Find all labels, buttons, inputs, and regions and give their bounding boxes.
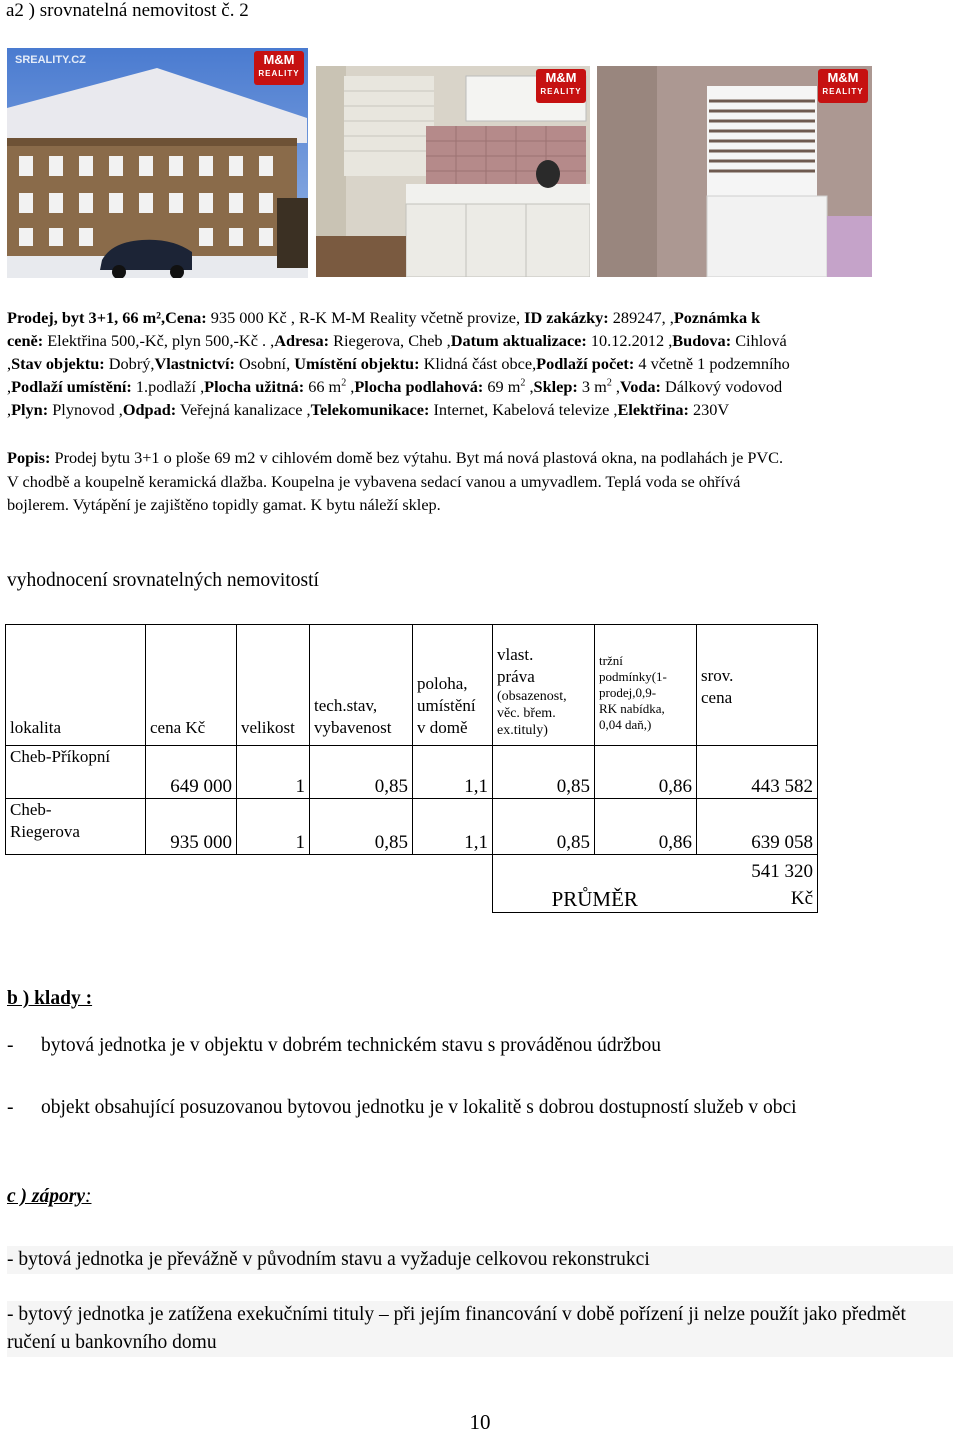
cons-item: - bytový jednotka je zatížena exekučními tituly – při jejím financování v době pořízení ji nelze použít jako předmět ručení u bankovního domu [7,1301,953,1357]
header-line: vlast. [497,645,534,664]
logo-sub: REALITY [540,87,582,96]
header-cena: cena Kč [146,625,237,746]
header-line: 0,04 daň,) [599,717,652,732]
header-vlast [493,625,595,746]
logo-main: M&M [827,70,859,85]
cons-title-suffix: : [84,1186,92,1207]
description-line: bojlerem. Vytápění je zajištěno topidly gamat. K bytu náleží sklep. [7,495,441,514]
watermark: SREALITY.CZ [15,54,86,66]
logo-main: M&M [545,70,577,85]
header-lokalita: lokalita [6,625,146,746]
label: Plocha užitná: [204,377,305,396]
agency-logo [254,51,304,85]
listing-line [7,352,955,375]
value: Cihlová [731,331,787,350]
logo-sub: REALITY [822,87,864,96]
table-header-row [6,625,818,746]
kitchen-photo [316,66,590,277]
pros-title: b ) klady : [7,988,93,1009]
logo-main: M&M [263,52,295,67]
logo-sub: REALITY [258,69,300,78]
bathroom-photo [597,66,872,277]
description-line: V chodbě a koupelně keramická dlažba. Koupelna je vybavena sedací vanou a umyvadlem. Teplá voda se ohřívá [7,471,741,491]
value: , [7,400,12,419]
cell-vlast: 0,85 [493,799,595,855]
listing-line [7,398,955,421]
pros-item [7,1094,953,1122]
header-srov [697,625,818,746]
header-poloha [413,625,493,746]
table-row [6,799,818,855]
label: Umístění objektu: [294,354,420,373]
value: 10.12.2012 , [586,331,673,350]
cell-srov: 443 582 [697,746,818,799]
superscript: 2 [606,377,612,389]
value: , [525,377,534,396]
dash: - [7,1035,14,1056]
pros-item-text: bytová jednotka je v objektu v dobrém technickém stavu s prováděnou údržbou [41,1035,662,1056]
average-row [6,855,818,913]
description [7,446,952,517]
value: Elektřina 500,-Kč, plyn 500,-Kč . , [43,331,275,350]
listing-details [7,306,955,421]
cell-lokalita [6,799,146,855]
value: 69 m [483,377,521,396]
header-line: práva [497,667,535,686]
evaluation-table [5,624,818,913]
superscript: 2 [520,377,526,389]
average-value-line: Kč [790,888,813,909]
label: Podlaží počet: [536,354,635,373]
header-line: tržní [599,653,623,668]
label: Odpad: [122,400,177,419]
agency-logo [818,69,868,103]
cell-line: Riegerova [10,822,80,841]
description-label: Popis: [7,448,51,467]
label: Elektřina: [617,400,689,419]
cell-vlast: 0,85 [493,746,595,799]
header-line: umístění [417,696,476,715]
cell-velikost: 1 [237,746,310,799]
value: , [7,377,12,396]
pros-item-text: objekt obsahující posuzovanou bytovou jednotku je v lokalitě s dobrou dostupností služeb v obci [41,1097,797,1118]
value: Osobní, [234,354,295,373]
value: Internet, Kabelová televize , [429,400,618,419]
value: 935 000 Kč , R-K M-M Reality včetně provize, [206,308,525,327]
label: Podlaží umístění: [11,377,132,396]
header-line: ex.tituly) [497,723,548,738]
header-velikost: velikost [237,625,310,746]
average-value [697,855,818,913]
value: , [611,377,620,396]
label: ID zakázky: [524,308,609,327]
empty-cell [6,855,493,913]
average-value-line: 541 320 [751,861,813,882]
building-photo [7,48,308,278]
value: 4 včetně 1 podzemního [634,354,790,373]
cons-title-text: c ) zápory [7,1186,85,1207]
listing-line [7,329,955,352]
value: 230V [688,400,730,419]
agency-logo [536,69,586,103]
dash: - [7,1097,14,1118]
section-heading: a2 ) srovnatelná nemovitost č. 2 [6,0,249,21]
cell-poloha: 1,1 [413,799,493,855]
cons-title [7,1186,91,1208]
cell-trzni: 0,86 [595,746,697,799]
pros-item [7,1032,953,1060]
header-line: věc. břem. [497,706,556,721]
superscript: 2 [341,377,347,389]
cell-poloha: 1,1 [413,746,493,799]
cell-lokalita: Cheb-Příkopní [6,746,146,799]
header-line: podmínky(1- [599,669,667,684]
average-label: PRŮMĚR [493,855,697,913]
label: Telekomunikace: [310,400,430,419]
cell-cena: 649 000 [146,746,237,799]
value: Dobrý, [104,354,155,373]
header-line: RK nabídka, [599,701,665,716]
cons-item: - bytová jednotka je převážně v původním stavu a vyžaduje celkovou rekonstrukci [7,1246,953,1274]
value: Plynovod , [48,400,123,419]
table-row [6,746,818,799]
label: Voda: [619,377,661,396]
label: Poznámka k [673,308,761,327]
description-text: Prodej bytu 3+1 o ploše 69 m2 v cihlovém domě bez výtahu. Byt má nová plastová okna, na podlahách je PVC. [50,448,784,467]
value: Dálkový vodovod [660,377,783,396]
header-line: cena [701,688,733,707]
header-line: prodej,0,9- [599,685,657,700]
value: Klidná část obce, [419,354,537,373]
label: Plocha podlahová: [354,377,484,396]
value: Riegerova, Cheb , [329,331,451,350]
header-line: srov. [701,666,734,685]
listing-line [7,306,955,329]
label: Budova: [672,331,732,350]
cell-srov: 639 058 [697,799,818,855]
label: Stav objektu: [11,354,105,373]
value: 66 m [304,377,342,396]
label: Vlastnictví: [154,354,235,373]
page-number: 10 [469,1410,491,1434]
header-line: (obsazenost, [497,689,567,704]
label: Sklep: [533,377,578,396]
value: 1.podlaží , [131,377,205,396]
label: Plyn: [11,400,49,419]
label: ceně: [7,331,44,350]
listing-line [7,375,955,398]
evaluation-title: vyhodnocení srovnatelných nemovitostí [7,570,319,591]
value: , [7,354,12,373]
header-line: vybavenost [314,718,392,737]
value: , [346,377,355,396]
value: 3 m [577,377,607,396]
cell-trzni: 0,86 [595,799,697,855]
header-tech [310,625,413,746]
value: Veřejná kanalizace , [176,400,311,419]
header-line: poloha, [417,674,468,693]
cell-tech: 0,85 [310,746,413,799]
cell-tech: 0,85 [310,799,413,855]
header-line: tech.stav, [314,696,378,715]
label: Adresa: [274,331,330,350]
cell-cena: 935 000 [146,799,237,855]
description-line [7,446,952,470]
label: Prodej, byt 3+1, 66 m²,Cena: [7,308,207,327]
header-line: v domě [417,718,468,737]
header-trzni [595,625,697,746]
cell-line: Cheb- [10,800,52,819]
value: 289247, , [608,308,674,327]
cell-velikost: 1 [237,799,310,855]
label: Datum aktualizace: [450,331,587,350]
